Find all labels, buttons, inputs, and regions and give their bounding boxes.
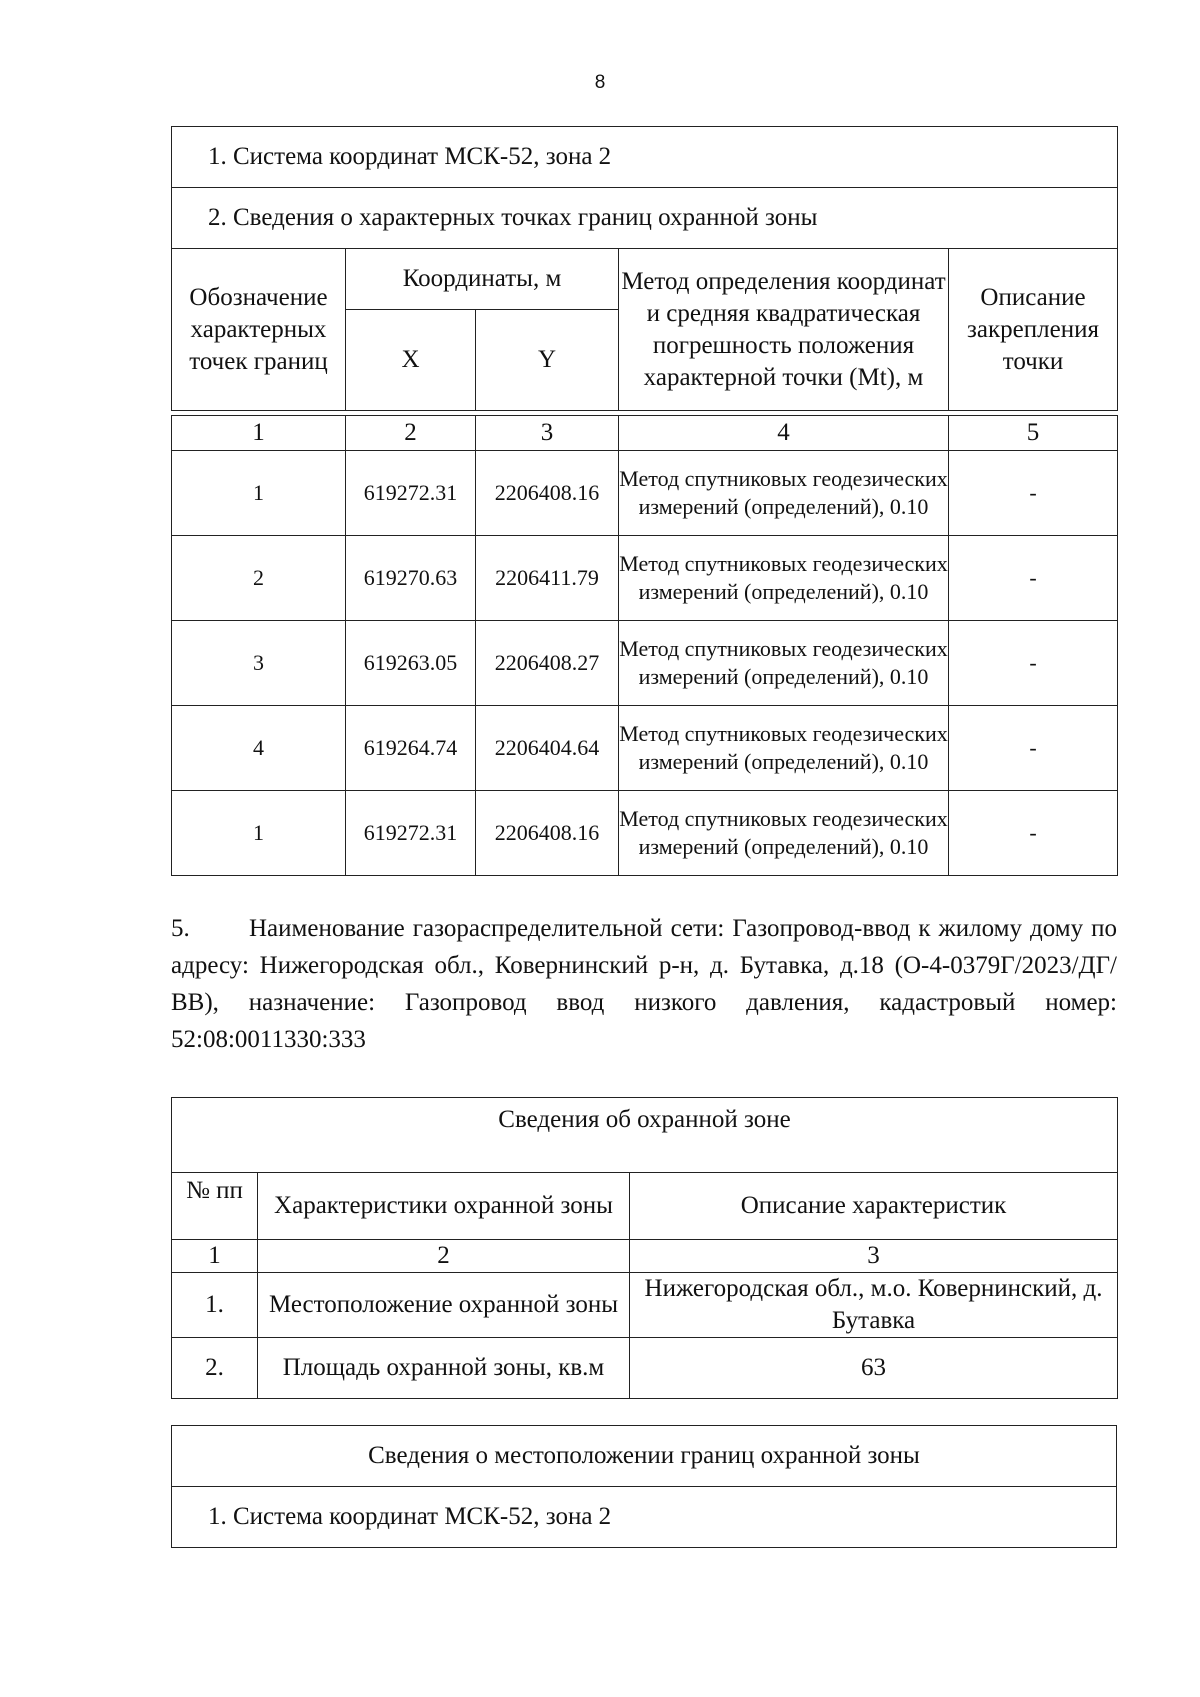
table-row	[172, 621, 1118, 706]
table-row	[172, 706, 1118, 791]
coordinate-system-row: 1. Система координат МСК-52, зона 2	[172, 1487, 1117, 1548]
point-x: 619264.74	[346, 706, 476, 791]
header-y: Y	[476, 310, 619, 411]
col-number-1: 1	[172, 1240, 258, 1273]
row-characteristic: Площадь охранной зоны, кв.м	[258, 1338, 630, 1399]
row-number: 1.	[172, 1273, 258, 1338]
point-designation: 3	[172, 621, 346, 706]
row-number: 2.	[172, 1338, 258, 1399]
header-characteristic: Характеристики охранной зоны	[258, 1173, 630, 1240]
point-method: Метод спутниковых геодезических измерений (определений), 0.10	[619, 791, 949, 876]
zone-info-title: Сведения об охранной зоне	[172, 1098, 1118, 1173]
point-description: -	[949, 791, 1118, 876]
col-number-2: 2	[346, 416, 476, 451]
point-description: -	[949, 706, 1118, 791]
header-method: Метод определения координат и средняя квадратическая погрешность положения характерной точки (Mt), м	[619, 249, 949, 411]
row-description: 63	[630, 1338, 1118, 1399]
point-x: 619263.05	[346, 621, 476, 706]
point-description: -	[949, 451, 1118, 536]
header-coordinates: Координаты, м	[346, 249, 619, 310]
paragraph-text: Наименование газораспределительной сети: Газопровод-ввод к жилому дому по адресу: Нижегородская обл., Ковернинский р-н, д. Бутавка, д.18 (О-4-0379Г/2023/ДГ/ВВ), назначение: Газопровод ввод низкого давления, кадастровый номер: 52:08:0011330:333	[171, 915, 1117, 1053]
point-description: -	[949, 536, 1118, 621]
col-number-3: 3	[476, 416, 619, 451]
table-row	[172, 1338, 1118, 1399]
point-designation: 1	[172, 791, 346, 876]
header-characteristic-description: Описание характеристик	[630, 1173, 1118, 1240]
point-x: 619270.63	[346, 536, 476, 621]
location-section-title: Сведения о местоположении границ охранной зоны	[172, 1426, 1117, 1487]
col-number-3: 3	[630, 1240, 1118, 1273]
protection-zone-info-table	[171, 1097, 1118, 1399]
col-number-1: 1	[172, 416, 346, 451]
table-row	[172, 791, 1118, 876]
header-description: Описание закрепления точки	[949, 249, 1118, 411]
col-number-4: 4	[619, 416, 949, 451]
point-y: 2206408.16	[476, 451, 619, 536]
paragraph-number: 5.	[171, 915, 190, 942]
point-method: Метод спутниковых геодезических измерений (определений), 0.10	[619, 451, 949, 536]
point-y: 2206404.64	[476, 706, 619, 791]
table-row	[172, 536, 1118, 621]
boundary-points-table	[171, 126, 1118, 876]
point-method: Метод спутниковых геодезических измерений (определений), 0.10	[619, 536, 949, 621]
point-x: 619272.31	[346, 451, 476, 536]
point-y: 2206408.27	[476, 621, 619, 706]
table-row	[172, 451, 1118, 536]
point-method: Метод спутниковых геодезических измерений (определений), 0.10	[619, 621, 949, 706]
header-number: № пп	[172, 1173, 258, 1240]
point-y: 2206408.16	[476, 791, 619, 876]
col-number-5: 5	[949, 416, 1118, 451]
boundary-location-table	[171, 1425, 1117, 1548]
point-y: 2206411.79	[476, 536, 619, 621]
point-x: 619272.31	[346, 791, 476, 876]
point-designation: 1	[172, 451, 346, 536]
page-number: 8	[594, 72, 606, 93]
header-designation: Обозначение характерных точек границ	[172, 249, 346, 411]
point-designation: 2	[172, 536, 346, 621]
table-row	[172, 1273, 1118, 1338]
row-description: Нижегородская обл., м.о. Ковернинский, д. Бутавка	[630, 1273, 1118, 1338]
network-description-paragraph	[171, 910, 1117, 1058]
point-description: -	[949, 621, 1118, 706]
header-x: X	[346, 310, 476, 411]
row-characteristic: Местоположение охранной зоны	[258, 1273, 630, 1338]
point-method: Метод спутниковых геодезических измерений (определений), 0.10	[619, 706, 949, 791]
col-number-2: 2	[258, 1240, 630, 1273]
points-section-title: 2. Сведения о характерных точках границ охранной зоны	[172, 188, 1118, 249]
point-designation: 4	[172, 706, 346, 791]
coordinate-system-row: 1. Система координат МСК-52, зона 2	[172, 127, 1118, 188]
